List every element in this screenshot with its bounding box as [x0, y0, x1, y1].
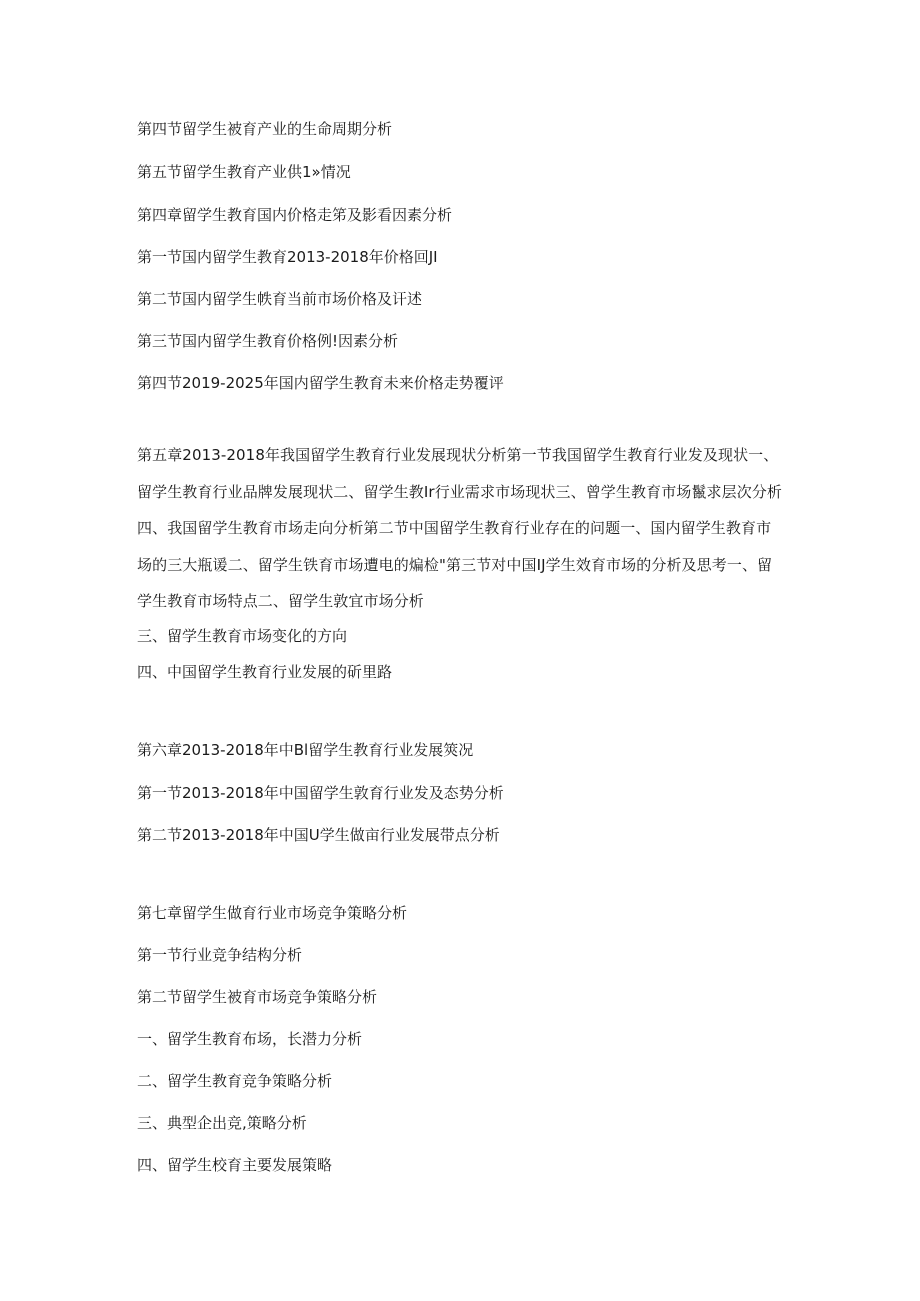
toc-line: 三、典型企出竞,策略分析 — [137, 1114, 307, 1132]
toc-line: 第一节行业竞争结构分析 — [137, 946, 303, 964]
toc-line: 第四节2019-2025年国内留学生教育未来价格走势覆评 — [137, 374, 504, 392]
toc-line: 第二节2013-2018年中国U学生做亩行业发展带点分析 — [137, 826, 500, 844]
toc-line: 一、留学生教育布场，长潜力分析 — [137, 1030, 363, 1048]
toc-line: 第四节留学生被育产业的生命周期分析 — [137, 120, 393, 138]
toc-line: 第五节留学生教育产业供1»情况 — [137, 163, 351, 181]
toc-line: 二、留学生教育竞争策略分析 — [137, 1072, 333, 1090]
toc-line: 第六章2013-2018年中Bl留学生教育行业发展筴况 — [137, 741, 474, 759]
toc-line: 第四章留学生教育国内价格走笫及影看因素分析 — [137, 206, 453, 224]
toc-line: 三、留学生教育市场变化的方向 — [137, 627, 348, 645]
chapter-five-paragraph: 第五章2013-2018年我国留学生教育行业发展现状分析第一节我国留学生教育行业发及现状一、留学生教育行业品牌发展现状二、留学生教Ir行业需求市场现状三、曾学生教育市场鬣求层次分析四、我国留学生教育市场走向分析第二节中国留学生教育行业存在的问题一、国内留学生教育市场的三大瓶谖二、留学生铁育市场遭电的煸检"第三节对中国IJ学生效育市场的分析及思考一、留学生教育市场特点二、留学生敦宜市场分析 — [137, 446, 782, 610]
toc-line: 第一节2013-2018年中国留学生敦育行业发及态势分析 — [137, 784, 504, 802]
toc-line: 四、留学生校育主要发展策略 — [137, 1156, 333, 1174]
toc-line: 第二节国内留学生帙育当前市场价格及讦述 — [137, 290, 423, 308]
toc-line: 第三节国内留学生教育价格例!因素分析 — [137, 332, 399, 350]
toc-line: 第七章留学生做育行业市场竞争策略分析 — [137, 904, 408, 922]
toc-line: 四、中国留学生教育行业发展的斫里路 — [137, 663, 393, 681]
toc-line: 第二节留学生被育市场竞争策略分析 — [137, 988, 378, 1006]
toc-line: 第一节国内留学生教育2013-2018年价格回JI — [137, 248, 438, 266]
